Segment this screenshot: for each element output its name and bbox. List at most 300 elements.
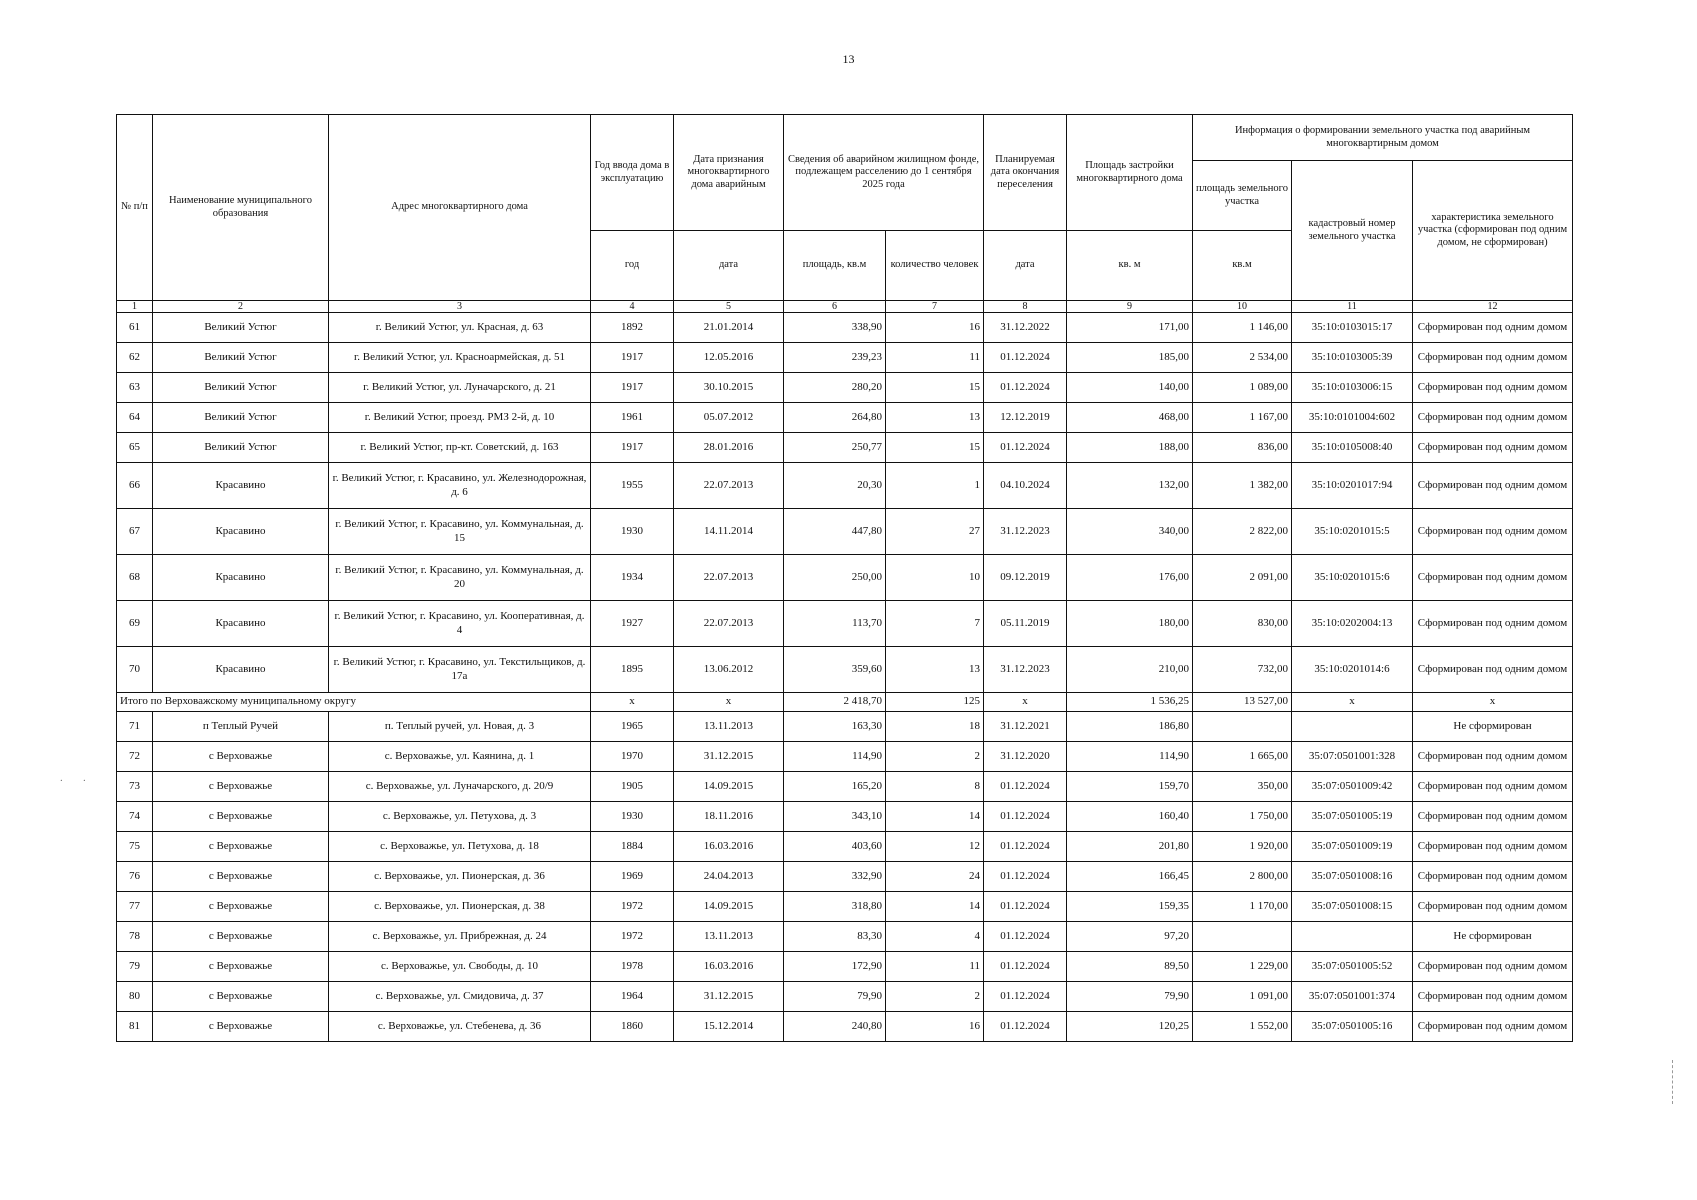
cell-people: 1	[886, 463, 984, 509]
cell-people: 18	[886, 712, 984, 742]
cell-build-area: 171,00	[1067, 313, 1193, 343]
cell-address: с. Верховажье, ул. Пионерская, д. 36	[329, 862, 591, 892]
cell-area: 113,70	[784, 601, 886, 647]
unit-date2: дата	[984, 231, 1067, 301]
cell-planned-date: 31.12.2020	[984, 742, 1067, 772]
cell-build-area: 185,00	[1067, 343, 1193, 373]
cell-cadastral-number: 35:10:0201014:6	[1292, 647, 1413, 693]
cell-planned-date: 09.12.2019	[984, 555, 1067, 601]
cell-recognition-date: 31.12.2015	[674, 982, 784, 1012]
cell-planned-date: 01.12.2024	[984, 343, 1067, 373]
header-land-char: характеристика земельного участка (сформирован под одним домом, не сформирован)	[1413, 161, 1573, 301]
cell-year: 1917	[591, 343, 674, 373]
cell-address: г. Великий Устюг, пр-кт. Советский, д. 163	[329, 433, 591, 463]
cell-people: 4	[886, 922, 984, 952]
cell-row-number: 62	[117, 343, 153, 373]
cell-land-area: 1 750,00	[1193, 802, 1292, 832]
cell-address: с. Верховажье, ул. Пионерская, д. 38	[329, 892, 591, 922]
cell-municipality: с Верховажье	[153, 802, 329, 832]
cell-municipality: с Верховажье	[153, 742, 329, 772]
cell-cadastral-number: 35:07:0501009:42	[1292, 772, 1413, 802]
cell-build-area: 186,80	[1067, 712, 1193, 742]
cell-address: г. Великий Устюг, г. Красавино, ул. Железнодорожная, д. 6	[329, 463, 591, 509]
cell-area: 338,90	[784, 313, 886, 343]
cell-address: с. Верховажье, ул. Луначарского, д. 20/9	[329, 772, 591, 802]
cell-address: г. Великий Устюг, г. Красавино, ул. Коммунальная, д. 20	[329, 555, 591, 601]
cell-row-number: 68	[117, 555, 153, 601]
cell-year: 1892	[591, 313, 674, 343]
total-recog: x	[674, 693, 784, 712]
cell-row-number: 65	[117, 433, 153, 463]
cell-land-char: Сформирован под одним домом	[1413, 433, 1573, 463]
cell-municipality: с Верховажье	[153, 982, 329, 1012]
cell-address: п. Теплый ручей, ул. Новая, д. 3	[329, 712, 591, 742]
cell-land-area: 830,00	[1193, 601, 1292, 647]
cell-build-area: 176,00	[1067, 555, 1193, 601]
scan-artifact: . .	[60, 772, 89, 784]
cell-municipality: Великий Устюг	[153, 373, 329, 403]
cell-land-char: Сформирован под одним домом	[1413, 952, 1573, 982]
cell-land-char: Сформирован под одним домом	[1413, 403, 1573, 433]
rows-krasavino	[117, 463, 1573, 693]
cell-people: 24	[886, 862, 984, 892]
cell-cadastral-number: 35:10:0101004:602	[1292, 403, 1413, 433]
cell-planned-date: 01.12.2024	[984, 802, 1067, 832]
cell-land-area: 1 229,00	[1193, 952, 1292, 982]
cell-recognition-date: 22.07.2013	[674, 601, 784, 647]
header-land-area: площадь земельного участка	[1193, 161, 1292, 231]
cell-people: 13	[886, 647, 984, 693]
cell-build-area: 180,00	[1067, 601, 1193, 647]
total-area: 2 418,70	[784, 693, 886, 712]
cell-cadastral-number: 35:07:0501008:15	[1292, 892, 1413, 922]
cell-planned-date: 31.12.2022	[984, 313, 1067, 343]
cell-address: с. Верховажье, ул. Свободы, д. 10	[329, 952, 591, 982]
table-row	[117, 862, 1573, 892]
cell-municipality: Красавино	[153, 647, 329, 693]
cell-row-number: 74	[117, 802, 153, 832]
cell-row-number: 66	[117, 463, 153, 509]
cell-area: 79,90	[784, 982, 886, 1012]
cell-build-area: 160,40	[1067, 802, 1193, 832]
cell-cadastral-number: 35:10:0201017:94	[1292, 463, 1413, 509]
cell-row-number: 63	[117, 373, 153, 403]
cell-year: 1930	[591, 802, 674, 832]
cell-land-area	[1193, 922, 1292, 952]
header-recognition-date: Дата признания многоквартирного дома аварийным	[674, 115, 784, 231]
cell-build-area: 140,00	[1067, 373, 1193, 403]
cell-land-char: Не сформирован	[1413, 712, 1573, 742]
cell-area: 172,90	[784, 952, 886, 982]
cell-land-area: 1 382,00	[1193, 463, 1292, 509]
cell-people: 7	[886, 601, 984, 647]
table-row	[117, 463, 1573, 509]
cell-row-number: 79	[117, 952, 153, 982]
cell-build-area: 89,50	[1067, 952, 1193, 982]
cell-land-area: 1 146,00	[1193, 313, 1292, 343]
cell-year: 1927	[591, 601, 674, 647]
cell-planned-date: 01.12.2024	[984, 772, 1067, 802]
table-row	[117, 832, 1573, 862]
total-char: x	[1413, 693, 1573, 712]
cell-row-number: 73	[117, 772, 153, 802]
cell-row-number: 70	[117, 647, 153, 693]
cell-row-number: 71	[117, 712, 153, 742]
cell-people: 2	[886, 982, 984, 1012]
header-build-area: Площадь застройки многоквартирного дома	[1067, 115, 1193, 231]
header-address: Адрес многоквартирного дома	[329, 115, 591, 301]
cell-recognition-date: 05.07.2012	[674, 403, 784, 433]
cell-recognition-date: 14.09.2015	[674, 892, 784, 922]
cell-area: 20,30	[784, 463, 886, 509]
page-number: 13	[842, 52, 855, 66]
cell-row-number: 76	[117, 862, 153, 892]
cell-land-char: Сформирован под одним домом	[1413, 892, 1573, 922]
cell-year: 1884	[591, 832, 674, 862]
cell-year: 1961	[591, 403, 674, 433]
rows-verkhovazhye	[117, 712, 1573, 1042]
cell-year: 1965	[591, 712, 674, 742]
cell-recognition-date: 22.07.2013	[674, 555, 784, 601]
cell-build-area: 120,25	[1067, 1012, 1193, 1042]
column-numbers-row: 1 2 3 4 5 6 7 8 9 10 11 12	[117, 301, 1573, 313]
cell-year: 1917	[591, 433, 674, 463]
cell-land-area: 1 552,00	[1193, 1012, 1292, 1042]
cell-people: 12	[886, 832, 984, 862]
cell-land-area: 2 822,00	[1193, 509, 1292, 555]
header-land-info: Информация о формировании земельного участка под аварийным многоквартирным домом	[1193, 115, 1573, 161]
cell-municipality: Красавино	[153, 555, 329, 601]
cell-people: 16	[886, 1012, 984, 1042]
cell-recognition-date: 22.07.2013	[674, 463, 784, 509]
cell-year: 1978	[591, 952, 674, 982]
cell-year: 1972	[591, 922, 674, 952]
unit-date: дата	[674, 231, 784, 301]
total-planned: x	[984, 693, 1067, 712]
cell-people: 15	[886, 373, 984, 403]
total-people: 125	[886, 693, 984, 712]
cell-area: 83,30	[784, 922, 886, 952]
cell-cadastral-number: 35:07:0501005:16	[1292, 1012, 1413, 1042]
cell-planned-date: 01.12.2024	[984, 922, 1067, 952]
header-fund: Сведения об аварийном жилищном фонде, подлежащем расселению до 1 сентября 2025 года	[784, 115, 984, 231]
unit-people: количество человек	[886, 231, 984, 301]
cell-land-area: 1 920,00	[1193, 832, 1292, 862]
cell-recognition-date: 24.04.2013	[674, 862, 784, 892]
cell-land-char: Сформирован под одним домом	[1413, 862, 1573, 892]
cell-address: с. Верховажье, ул. Стебенева, д. 36	[329, 1012, 591, 1042]
table-row	[117, 373, 1573, 403]
total-land: 13 527,00	[1193, 693, 1292, 712]
cell-address: с. Верховажье, ул. Смидовича, д. 37	[329, 982, 591, 1012]
cell-build-area: 132,00	[1067, 463, 1193, 509]
cell-year: 1860	[591, 1012, 674, 1042]
cell-municipality: с Верховажье	[153, 922, 329, 952]
cell-planned-date: 01.12.2024	[984, 373, 1067, 403]
table-row	[117, 802, 1573, 832]
cell-planned-date: 01.12.2024	[984, 832, 1067, 862]
cell-row-number: 72	[117, 742, 153, 772]
table-row	[117, 555, 1573, 601]
cell-recognition-date: 13.11.2013	[674, 922, 784, 952]
cell-municipality: п Теплый Ручей	[153, 712, 329, 742]
cell-address: с. Верховажье, ул. Каянина, д. 1	[329, 742, 591, 772]
cell-year: 1905	[591, 772, 674, 802]
emergency-housing-table	[116, 114, 1573, 1042]
cell-year: 1970	[591, 742, 674, 772]
table-row	[117, 313, 1573, 343]
cell-row-number: 69	[117, 601, 153, 647]
cell-recognition-date: 16.03.2016	[674, 832, 784, 862]
table-row	[117, 772, 1573, 802]
cell-land-char: Сформирован под одним домом	[1413, 343, 1573, 373]
cell-cadastral-number	[1292, 712, 1413, 742]
cell-cadastral-number: 35:10:0105008:40	[1292, 433, 1413, 463]
cell-cadastral-number: 35:07:0501009:19	[1292, 832, 1413, 862]
scan-margin-mark	[1672, 1060, 1675, 1104]
cell-build-area: 468,00	[1067, 403, 1193, 433]
cell-year: 1917	[591, 373, 674, 403]
cell-people: 11	[886, 343, 984, 373]
cell-planned-date: 01.12.2024	[984, 952, 1067, 982]
cell-land-area: 1 167,00	[1193, 403, 1292, 433]
cell-people: 13	[886, 403, 984, 433]
total-row	[117, 693, 1573, 712]
cell-recognition-date: 21.01.2014	[674, 313, 784, 343]
table-row	[117, 647, 1573, 693]
table-row	[117, 343, 1573, 373]
cell-people: 16	[886, 313, 984, 343]
table-row	[117, 892, 1573, 922]
cell-municipality: с Верховажье	[153, 832, 329, 862]
cell-cadastral-number: 35:10:0201015:6	[1292, 555, 1413, 601]
cell-municipality: Красавино	[153, 509, 329, 555]
cell-land-area	[1193, 712, 1292, 742]
cell-land-area: 1 089,00	[1193, 373, 1292, 403]
cell-land-area: 732,00	[1193, 647, 1292, 693]
cell-area: 250,00	[784, 555, 886, 601]
cell-year: 1895	[591, 647, 674, 693]
cell-people: 11	[886, 952, 984, 982]
cell-year: 1972	[591, 892, 674, 922]
cell-land-char: Сформирован под одним домом	[1413, 373, 1573, 403]
cell-recognition-date: 13.11.2013	[674, 712, 784, 742]
cell-build-area: 159,70	[1067, 772, 1193, 802]
cell-address: с. Верховажье, ул. Прибрежная, д. 24	[329, 922, 591, 952]
cell-land-area: 350,00	[1193, 772, 1292, 802]
cell-address: с. Верховажье, ул. Петухова, д. 18	[329, 832, 591, 862]
cell-people: 2	[886, 742, 984, 772]
cell-row-number: 81	[117, 1012, 153, 1042]
cell-land-area: 1 170,00	[1193, 892, 1292, 922]
cell-address: г. Великий Устюг, ул. Луначарского, д. 21	[329, 373, 591, 403]
cell-land-char: Сформирован под одним домом	[1413, 802, 1573, 832]
cell-land-char: Сформирован под одним домом	[1413, 832, 1573, 862]
cell-recognition-date: 12.05.2016	[674, 343, 784, 373]
cell-area: 239,23	[784, 343, 886, 373]
cell-area: 240,80	[784, 1012, 886, 1042]
cell-planned-date: 01.12.2024	[984, 862, 1067, 892]
cell-build-area: 340,00	[1067, 509, 1193, 555]
cell-area: 163,30	[784, 712, 886, 742]
cell-planned-date: 04.10.2024	[984, 463, 1067, 509]
cell-land-area: 1 665,00	[1193, 742, 1292, 772]
total-build: 1 536,25	[1067, 693, 1193, 712]
cell-municipality: с Верховажье	[153, 862, 329, 892]
table-row	[117, 1012, 1573, 1042]
cell-cadastral-number: 35:07:0501005:19	[1292, 802, 1413, 832]
cell-year: 1969	[591, 862, 674, 892]
table-row	[117, 712, 1573, 742]
cell-cadastral-number: 35:07:0501001:328	[1292, 742, 1413, 772]
cell-land-area: 2 091,00	[1193, 555, 1292, 601]
cell-area: 114,90	[784, 742, 886, 772]
cell-land-char: Сформирован под одним домом	[1413, 509, 1573, 555]
cell-planned-date: 01.12.2024	[984, 982, 1067, 1012]
cell-municipality: с Верховажье	[153, 772, 329, 802]
cell-area: 264,80	[784, 403, 886, 433]
cell-build-area: 201,80	[1067, 832, 1193, 862]
cell-area: 318,80	[784, 892, 886, 922]
cell-area: 403,60	[784, 832, 886, 862]
cell-land-char: Не сформирован	[1413, 922, 1573, 952]
cell-planned-date: 01.12.2024	[984, 1012, 1067, 1042]
header-municipality: Наименование муниципального образования	[153, 115, 329, 301]
unit-kvm: кв. м	[1067, 231, 1193, 301]
cell-people: 27	[886, 509, 984, 555]
cell-build-area: 97,20	[1067, 922, 1193, 952]
cell-land-area: 836,00	[1193, 433, 1292, 463]
cell-build-area: 114,90	[1067, 742, 1193, 772]
cell-land-area: 2 800,00	[1193, 862, 1292, 892]
cell-municipality: с Верховажье	[153, 1012, 329, 1042]
cell-planned-date: 01.12.2024	[984, 892, 1067, 922]
cell-cadastral-number	[1292, 922, 1413, 952]
cell-build-area: 79,90	[1067, 982, 1193, 1012]
cell-area: 343,10	[784, 802, 886, 832]
cell-cadastral-number: 35:10:0103006:15	[1292, 373, 1413, 403]
header-num: № п/п	[117, 115, 153, 301]
table-row	[117, 922, 1573, 952]
cell-recognition-date: 14.11.2014	[674, 509, 784, 555]
cell-year: 1930	[591, 509, 674, 555]
header-planned-date: Планируемая дата окончания переселения	[984, 115, 1067, 231]
cell-recognition-date: 18.11.2016	[674, 802, 784, 832]
cell-people: 14	[886, 802, 984, 832]
cell-planned-date: 12.12.2019	[984, 403, 1067, 433]
cell-address: с. Верховажье, ул. Петухова, д. 3	[329, 802, 591, 832]
cell-municipality: Великий Устюг	[153, 313, 329, 343]
table-row	[117, 952, 1573, 982]
cell-address: г. Великий Устюг, ул. Красная, д. 63	[329, 313, 591, 343]
cell-municipality: Красавино	[153, 463, 329, 509]
cell-people: 15	[886, 433, 984, 463]
cell-area: 250,77	[784, 433, 886, 463]
cell-planned-date: 31.12.2021	[984, 712, 1067, 742]
cell-address: г. Великий Устюг, г. Красавино, ул. Кооперативная, д. 4	[329, 601, 591, 647]
cell-recognition-date: 31.12.2015	[674, 742, 784, 772]
cell-build-area: 210,00	[1067, 647, 1193, 693]
table-row	[117, 601, 1573, 647]
total-section	[117, 693, 1573, 712]
cell-municipality: Красавино	[153, 601, 329, 647]
cell-land-char: Сформирован под одним домом	[1413, 772, 1573, 802]
cell-build-area: 188,00	[1067, 433, 1193, 463]
cell-recognition-date: 16.03.2016	[674, 952, 784, 982]
cell-municipality: Великий Устюг	[153, 343, 329, 373]
cell-land-area: 2 534,00	[1193, 343, 1292, 373]
table-row	[117, 982, 1573, 1012]
cell-municipality: с Верховажье	[153, 892, 329, 922]
cell-cadastral-number: 35:07:0501005:52	[1292, 952, 1413, 982]
cell-address: г. Великий Устюг, ул. Красноармейская, д. 51	[329, 343, 591, 373]
cell-land-char: Сформирован под одним домом	[1413, 647, 1573, 693]
cell-address: г. Великий Устюг, г. Красавино, ул. Коммунальная, д. 15	[329, 509, 591, 555]
rows-velikiy-ustyug	[117, 313, 1573, 463]
cell-land-char: Сформирован под одним домом	[1413, 1012, 1573, 1042]
cell-year: 1934	[591, 555, 674, 601]
cell-recognition-date: 14.09.2015	[674, 772, 784, 802]
cell-municipality: Великий Устюг	[153, 403, 329, 433]
cell-row-number: 64	[117, 403, 153, 433]
cell-row-number: 77	[117, 892, 153, 922]
cell-row-number: 67	[117, 509, 153, 555]
cell-cadastral-number: 35:10:0202004:13	[1292, 601, 1413, 647]
table-row	[117, 433, 1573, 463]
table-row	[117, 509, 1573, 555]
cell-row-number: 75	[117, 832, 153, 862]
cell-area: 165,20	[784, 772, 886, 802]
cell-people: 14	[886, 892, 984, 922]
cell-address: г. Великий Устюг, проезд. РМЗ 2-й, д. 10	[329, 403, 591, 433]
cell-land-char: Сформирован под одним домом	[1413, 601, 1573, 647]
cell-planned-date: 05.11.2019	[984, 601, 1067, 647]
cell-year: 1964	[591, 982, 674, 1012]
unit-year: год	[591, 231, 674, 301]
cell-cadastral-number: 35:10:0103015:17	[1292, 313, 1413, 343]
header-year: Год ввода дома в эксплуатацию	[591, 115, 674, 231]
cell-planned-date: 01.12.2024	[984, 433, 1067, 463]
table-row	[117, 403, 1573, 433]
cell-recognition-date: 13.06.2012	[674, 647, 784, 693]
cell-municipality: Великий Устюг	[153, 433, 329, 463]
table-row	[117, 742, 1573, 772]
cell-land-area: 1 091,00	[1193, 982, 1292, 1012]
cell-municipality: с Верховажье	[153, 952, 329, 982]
total-label: Итого по Верховажскому муниципальному округу	[117, 693, 591, 712]
cell-land-char: Сформирован под одним домом	[1413, 555, 1573, 601]
header-cadastral: кадастровый номер земельного участка	[1292, 161, 1413, 301]
cell-land-char: Сформирован под одним домом	[1413, 463, 1573, 509]
cell-year: 1955	[591, 463, 674, 509]
cell-address: г. Великий Устюг, г. Красавино, ул. Текстильщиков, д. 17а	[329, 647, 591, 693]
cell-recognition-date: 15.12.2014	[674, 1012, 784, 1042]
cell-land-char: Сформирован под одним домом	[1413, 742, 1573, 772]
cell-area: 280,20	[784, 373, 886, 403]
cell-area: 447,80	[784, 509, 886, 555]
cell-area: 332,90	[784, 862, 886, 892]
cell-cadastral-number: 35:07:0501008:16	[1292, 862, 1413, 892]
cell-land-char: Сформирован под одним домом	[1413, 982, 1573, 1012]
cell-build-area: 166,45	[1067, 862, 1193, 892]
total-cad: x	[1292, 693, 1413, 712]
cell-people: 10	[886, 555, 984, 601]
cell-planned-date: 31.12.2023	[984, 647, 1067, 693]
cell-row-number: 80	[117, 982, 153, 1012]
cell-build-area: 159,35	[1067, 892, 1193, 922]
cell-row-number: 78	[117, 922, 153, 952]
cell-cadastral-number: 35:10:0103005:39	[1292, 343, 1413, 373]
